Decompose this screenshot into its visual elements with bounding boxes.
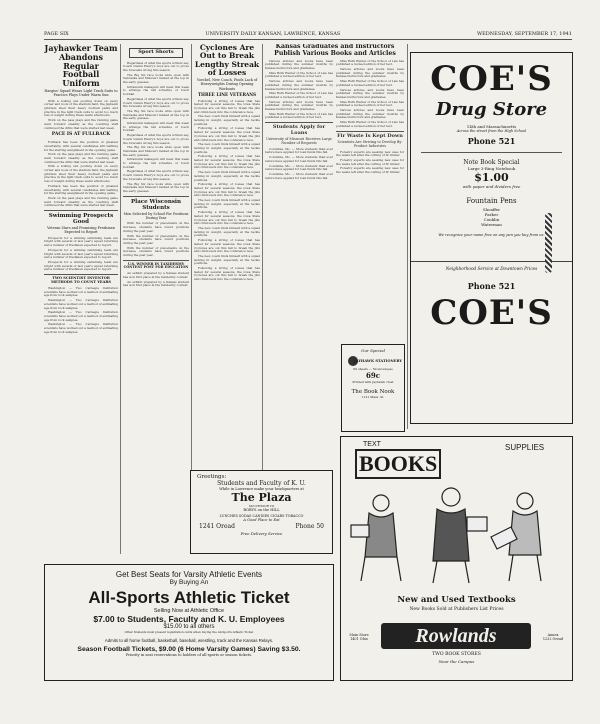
annex-title: Annex	[547, 633, 559, 637]
coes-name-bottom: COE'S	[430, 293, 553, 333]
the-plaza-ad	[190, 470, 333, 554]
main-store-label	[347, 633, 371, 641]
article-text: An exhibit prepared by a Kansas student has won first place in the taxidermy contest.	[123, 271, 189, 279]
article-text: Fullback has been the position of greatest uncertainty, with several candidates still battling for the starting assignment in the opening game.	[44, 183, 118, 196]
subhead-loans: University of Missouri Receives Large Number of Requests	[266, 137, 332, 146]
divider	[336, 131, 404, 132]
coes-address: 14th and Massachusetts	[466, 124, 517, 129]
rowlands-two-stores: TWO BOOK STORES	[432, 652, 481, 657]
stationery-price: 69c	[365, 371, 380, 380]
article-text: Columbia, Mo. — More students than ever before have applied for loan funds this fall.	[265, 146, 333, 155]
article-text: Fullback has been the position of greatest uncertainty, with several candidates still battling for the starting assignment in the opening game.	[44, 140, 118, 152]
headline-swimming: Swimming Prospects Good	[48, 213, 114, 226]
plaza-greeting-3: While in Lawrence make your headquarters at	[219, 487, 304, 491]
article-text: Following a string of losses that has lasted for several seasons, the Iowa State Cyclones are out this fall to break the jinx and climb back into the conference race.	[194, 210, 260, 226]
column-2	[123, 44, 189, 554]
jayhawk-stationery-ad	[341, 344, 405, 432]
plaza-tagline: A Good Place to Eat	[243, 518, 280, 522]
headline-fir-waste: Fir Waste Is Kept Down	[337, 132, 403, 139]
stationery-printed: Printed with Jayhawk crest	[352, 380, 394, 384]
plaza-delivery: Free Delivery Service	[240, 531, 283, 536]
article-text: The Big Six race looks wide open with Nebraska and Missouri ranked at the top in the early guesses.	[123, 145, 189, 157]
notebook-desc: Large 3-Ring Notebook	[467, 166, 516, 171]
article-text: With the number of placements on the increase, students have found positions during the past year.	[123, 245, 189, 258]
books-big-label: BOOKS	[355, 449, 441, 479]
headline-taxidermy: U.S. WINNER IN TAXIDERMY CONTEST POST FOR EDUCATION	[123, 261, 189, 270]
article-text: Prospects for a winning swimming team are bright with several of last year's squad returning and a number of freshmen expected to report.	[44, 235, 118, 248]
folio-date: WEDNESDAY, SEPTEMBER 17, 1941	[477, 30, 572, 37]
article-text: Various articles and books have been published during the summer months by Kansas instructors and graduates.	[265, 99, 333, 112]
article-text: Columbia, Mo. — More students than ever before have applied for loan funds this fall.	[265, 155, 333, 163]
article-text: Columbia, Mo. — More students than ever before have applied for loan funds this fall.	[265, 163, 333, 172]
books-new-used: New and Used Textbooks	[397, 595, 516, 605]
annex-label	[540, 633, 566, 641]
article-text: Work on the pass plays and the running game went forward steadily as the coaching staff continued the drills that were started last week.	[44, 118, 118, 130]
stationery-address: 1121 Mass. St.	[361, 395, 385, 399]
article-text: The new coach finds himself with a squad lacking in weight, especially at the tackle positions.	[194, 142, 260, 154]
fountain-pens: Fountain Pens	[466, 197, 517, 205]
article-text: Intramural managers will meet this week to arrange the fall schedule of touch football.	[123, 84, 189, 97]
column-3	[194, 44, 260, 484]
headline-loans: Students Apply for Loans	[272, 124, 326, 136]
article-text: Following a string of losses that has lasted for several seasons, the Iowa State Cyclones are out this fall to break the jinx and climb back into the conference race.	[194, 238, 260, 254]
coes-across: Across the street from the High School	[456, 129, 527, 133]
article-text: Regardless of what the sports writers say, Coach Gwinn Henry's boys are out to prove the forecasts wrong this season.	[123, 133, 189, 145]
article-text: Work on the pass plays and the running game went forward steadily as the coaching staff continued the drills that were started last week.	[44, 152, 118, 164]
article-text: Following a string of losses that has lasted for several seasons, the Iowa State Cyclones are out this fall to break the jinx and climb back into the conference race.	[194, 98, 260, 114]
article-text: Following a string of losses that has lasted for several seasons, the Iowa State Cyclones are out this fall to break the jinx and climb back into the conference race.	[194, 126, 260, 142]
article-text: Columbia, Mo. — More students than ever before have applied for loan funds this fall.	[265, 171, 333, 180]
article-text: Work on the pass plays and the running game went forward steadily as the coaching staff continued the drills that were started last week.	[44, 195, 118, 208]
ticket-title: All-Sports Athletic Ticket	[88, 588, 290, 607]
student-figure-right	[491, 493, 541, 581]
all-sports-ticket-ad	[44, 564, 334, 681]
ticket-by: By Buying An	[169, 579, 209, 586]
plaza-successor-2: BOBYS on the HILL	[243, 508, 280, 512]
folio-page-number: PAGE SIX	[44, 30, 69, 37]
ticket-admits: Admits to all home football, basketball, baseball, wrestling, track and the Kansas Relays.	[104, 638, 274, 643]
coes-phone: Phone 521	[467, 136, 516, 146]
stationery-store: The Book Nook	[351, 389, 395, 395]
annex-address: 1232 Oread	[542, 637, 564, 641]
headline-cyclones: Cyclones Are Out to Break Lengthy Streak of Losses	[194, 44, 260, 77]
ticket-season: Season Football Tickets, $9.00 (6 Home Varsity Games) Saving $3.50.	[77, 646, 301, 653]
article-text: Miss Ruth Hunter of the School of Law has published a revised edition of her text.	[265, 111, 333, 120]
subheadline-pace: PACE IS AT FULLBACK	[51, 132, 111, 138]
article-text: Prospects for a winning swimming team are bright with several of last year's squad returning and a number of freshmen expected to report.	[44, 247, 118, 260]
pen-brand: Sheaffer	[482, 207, 501, 212]
article-text: Washington — Two Carnegie Institution scientists have worked out a method of estimating age from rock samples.	[44, 322, 118, 334]
rowlands-logo: Rowlands	[381, 623, 531, 649]
books-text-label: TEXT	[363, 441, 381, 448]
fountain-pen-illustration	[545, 213, 552, 273]
subhead-fir-waste: Scientists Are Striving to Develop By-Product Industries	[337, 140, 403, 149]
divider	[123, 196, 189, 197]
plaza-greeting-2: Students and Faculty of K. U.	[217, 480, 306, 487]
coes-title: Drug Store	[435, 99, 548, 120]
headline-scientists: TWO SCIENTIST INVENTOR METHODS TO COUNT YEARS	[51, 276, 111, 285]
headline-kansas-graduates: Kansas Graduates and Instructors Publish Various Books and Articles	[274, 44, 396, 57]
notebook-paper: with paper and dividers free	[462, 184, 521, 189]
books-supplies-label: SUPPLIES	[505, 443, 545, 452]
article-text: The Big Six race looks wide open with Nebraska and Missouri ranked at the top in the early guesses.	[123, 181, 189, 193]
article-text: With a boiling sun pouring down on every corner and nook of the stadium field, the Jayhawk gridders shed their heavy football pants and practice in the light track suits to avoid too much loss of weight during these warm afternoons.	[44, 98, 118, 118]
article-text: Forestry experts are seeking new uses for the waste left after the cutting of fir timber.	[336, 166, 404, 175]
coes-phone-bottom: Phone 521	[467, 281, 516, 291]
article-text: Forestry experts are seeking new uses for the waste left after the cutting of fir timber.	[336, 158, 404, 166]
subhead-cyclones: Yoeckel, New Coach, Finds Lack of Heavyweights During Opening Workouts	[196, 78, 258, 91]
article-text: Regardless of what the sports writers say, Coach Gwinn Henry's boys are out to prove the forecasts wrong this season.	[123, 169, 189, 181]
page-folio	[44, 28, 572, 40]
article-text: Miss Ruth Hunter of the School of Law has published a revised edition of her text.	[336, 99, 404, 108]
headline-wisconsin: Place Wisconsin Students	[130, 198, 182, 211]
coes-name: COE'S	[430, 59, 553, 99]
plaza-successor: SUCCESSOR TO	[248, 504, 275, 508]
ticket-student-price: $7.00 to Students, Faculty and K. U. Employees	[93, 614, 285, 624]
coes-drug-store-ad	[410, 52, 573, 424]
subhead-wisconsin: Men Selected by School For Positions During Year	[123, 211, 189, 221]
article-text: Miss Ruth Hunter of the School of Law has published a revised edition of her text.	[336, 79, 404, 87]
divider	[265, 122, 333, 123]
article-text: An exhibit prepared by a Kansas student has won first place in the taxidermy contest.	[123, 279, 189, 288]
article-text: The Big Six race looks wide open with Nebraska and Missouri ranked at the top in the early guesses.	[123, 108, 189, 121]
plaza-items: LUNCHES SODAS CANDIES CIGARS TOBACCO	[219, 514, 304, 518]
rowlands-near: Near the Campus	[438, 659, 475, 664]
coes-service: Neighborhood Service at Downtown Prices	[411, 261, 572, 271]
article-text: With a boiling sun pouring down on every corner and nook of the stadium field, the Jayhawk gridders shed their heavy football pants and practice in the light track suits to avoid too much loss of weight during these warm afternoons.	[44, 164, 118, 184]
divider	[123, 260, 189, 261]
ticket-other-price: $15.00 to all others	[163, 624, 215, 630]
divider	[44, 274, 118, 275]
column-1	[44, 44, 118, 554]
article-text: Intramural managers will meet this week to arrange the fall schedule of touch football.	[123, 157, 189, 169]
plaza-phone: Phone 50	[295, 523, 324, 530]
plaza-greeting: Greetings:	[197, 474, 227, 480]
books-publisher-price: New Books Sold at Publishers List Prices	[409, 607, 504, 612]
subhead-swimming: Veteran Stars and Promising Freshmen Expected to Report	[47, 226, 115, 235]
column-rule	[120, 44, 121, 554]
ticket-selling: Selling Now at Athletic Office	[153, 608, 225, 614]
ticket-fine-print: Other Students must present registration cards when buying the All-Sports Athletic Ticket	[124, 630, 254, 634]
stationery-title: JAYHAWK STATIONERY	[354, 359, 402, 363]
stationery-sheets: 60 sheets — 50 envelopes	[353, 367, 393, 371]
ticket-get-best: Get Best Seats for Varsity Athletic Events	[115, 570, 263, 579]
article-text: Various articles and books have been published during the summer months by Kansas instructors and graduates.	[336, 67, 404, 79]
article-text: Regardless of what the sports writers say, Coach Gwinn Henry's boys are out to prove the forecasts wrong this season.	[123, 60, 189, 72]
stationery-our-special: Our Special	[361, 348, 385, 353]
students-illustration	[341, 477, 570, 587]
student-figure-center	[433, 488, 487, 583]
column-rule	[407, 44, 408, 429]
article-text: Intramural managers will meet this week to arrange the fall schedule of touch football.	[123, 121, 189, 133]
subhead-jayhawker-team: Hargiss' Squad Wears Light Track Suits to Practice Plays Under Warm Sun	[44, 88, 118, 98]
article-text: Prospects for a winning swimming team are bright with several of last year's squad returning and a number of freshmen expected to report.	[44, 260, 118, 272]
article-text: With the number of placements on the increase, students have found positions during the past year.	[123, 233, 189, 245]
article-text: Various articles and books have been published during the summer months by Kansas instructors and graduates.	[265, 79, 333, 91]
article-text: Miss Ruth Hunter of the School of Law has published a revised edition of her text.	[265, 70, 333, 79]
plaza-name: The Plaza	[231, 491, 292, 504]
article-text: Washington — Two Carnegie Institution scientists have worked out a method of estimating age from rock samples.	[44, 286, 118, 298]
plaza-address: 1241 Oread	[199, 523, 235, 530]
main-store-address: 1401 Ohio	[350, 637, 368, 641]
article-text: Miss Ruth Hunter of the School of Law has published a revised edition of her text.	[336, 120, 404, 128]
pen-brand: Parker	[484, 212, 499, 217]
pen-offer: We recognize your name free on any pen you buy from us.	[438, 233, 545, 237]
article-text: Following a string of losses that has lasted for several seasons, the Iowa State Cyclones are out this fall to break the jinx and climb back into the conference race.	[194, 154, 260, 170]
rowlands-books-ad	[340, 436, 573, 681]
article-text: The Big Six race looks wide open with Nebraska and Missouri ranked at the top in the early guesses.	[123, 72, 189, 85]
article-text: Various articles and books have been published during the summer months by Kansas instructors and graduates.	[336, 108, 404, 120]
column-rule	[262, 44, 263, 484]
divider	[44, 210, 118, 211]
article-text: The new coach finds himself with a squad lacking in weight, especially at the tackle positions.	[194, 198, 260, 210]
student-figure-left	[351, 495, 401, 581]
article-text: Washington — Two Carnegie Institution scientists have worked out a method of estimating age from rock samples.	[44, 298, 118, 310]
article-text: Various articles and books have been published during the summer months by Kansas instructors and graduates.	[336, 87, 404, 99]
article-text: Washington — Two Carnegie Institution scientists have worked out a method of estimating age from rock samples.	[44, 310, 118, 322]
ticket-priority: Priority in seat reservations to holders of all-sports or season tickets.	[125, 653, 253, 657]
article-text: The new coach finds himself with a squad lacking in weight, especially at the tackle positions.	[194, 170, 260, 182]
article-text: Following a string of losses that has lasted for several seasons, the Iowa State Cyclones are out this fall to break the jinx and climb back into the conference race.	[194, 266, 260, 282]
article-text: The new coach finds himself with a squad lacking in weight, especially at the tackle positions.	[194, 226, 260, 238]
article-text: Miss Ruth Hunter of the School of Law has published a revised edition of her text.	[336, 58, 404, 67]
article-text: The new coach finds himself with a squad lacking in weight, especially at the tackle positions.	[194, 253, 260, 266]
article-text: Various articles and books have been published during the summer months by Kansas instructors and graduates.	[265, 58, 333, 71]
notebook-price: $1.00	[474, 171, 509, 184]
article-text: Following a string of losses that has lasted for several seasons, the Iowa State Cyclones are out this fall to break the jinx and climb back into the conference race.	[194, 182, 260, 198]
pen-brand: Waterman	[481, 222, 502, 227]
article-text: Forestry experts are seeking new uses for the waste left after the cutting of fir timber.	[336, 149, 404, 158]
article-text: Miss Ruth Hunter of the School of Law has published a revised edition of her text.	[265, 91, 333, 99]
pen-brand: Conklin	[483, 217, 500, 222]
article-text: With the number of placements on the increase, students have found positions during the past year.	[123, 221, 189, 233]
subheadline-veterans: THREE LINE VETERANS	[197, 91, 257, 97]
folio-masthead: UNIVERSITY DAILY KANSAN, LAWRENCE, KANSAS	[205, 30, 341, 37]
main-store-title: Main Store	[349, 633, 369, 637]
headline-jayhawker-team: Jayhawker Team Abandons Regular Football Uniform	[44, 44, 118, 89]
article-text: The new coach finds himself with a squad lacking in weight, especially at the tackle positions.	[194, 114, 260, 126]
headline-sport-shorts: Sport Shorts	[129, 48, 183, 58]
notebook-special: Note Book Special	[463, 159, 520, 166]
article-text: Regardless of what the sports writers say, Coach Gwinn Henry's boys are out to prove the forecasts wrong this season.	[123, 96, 189, 109]
